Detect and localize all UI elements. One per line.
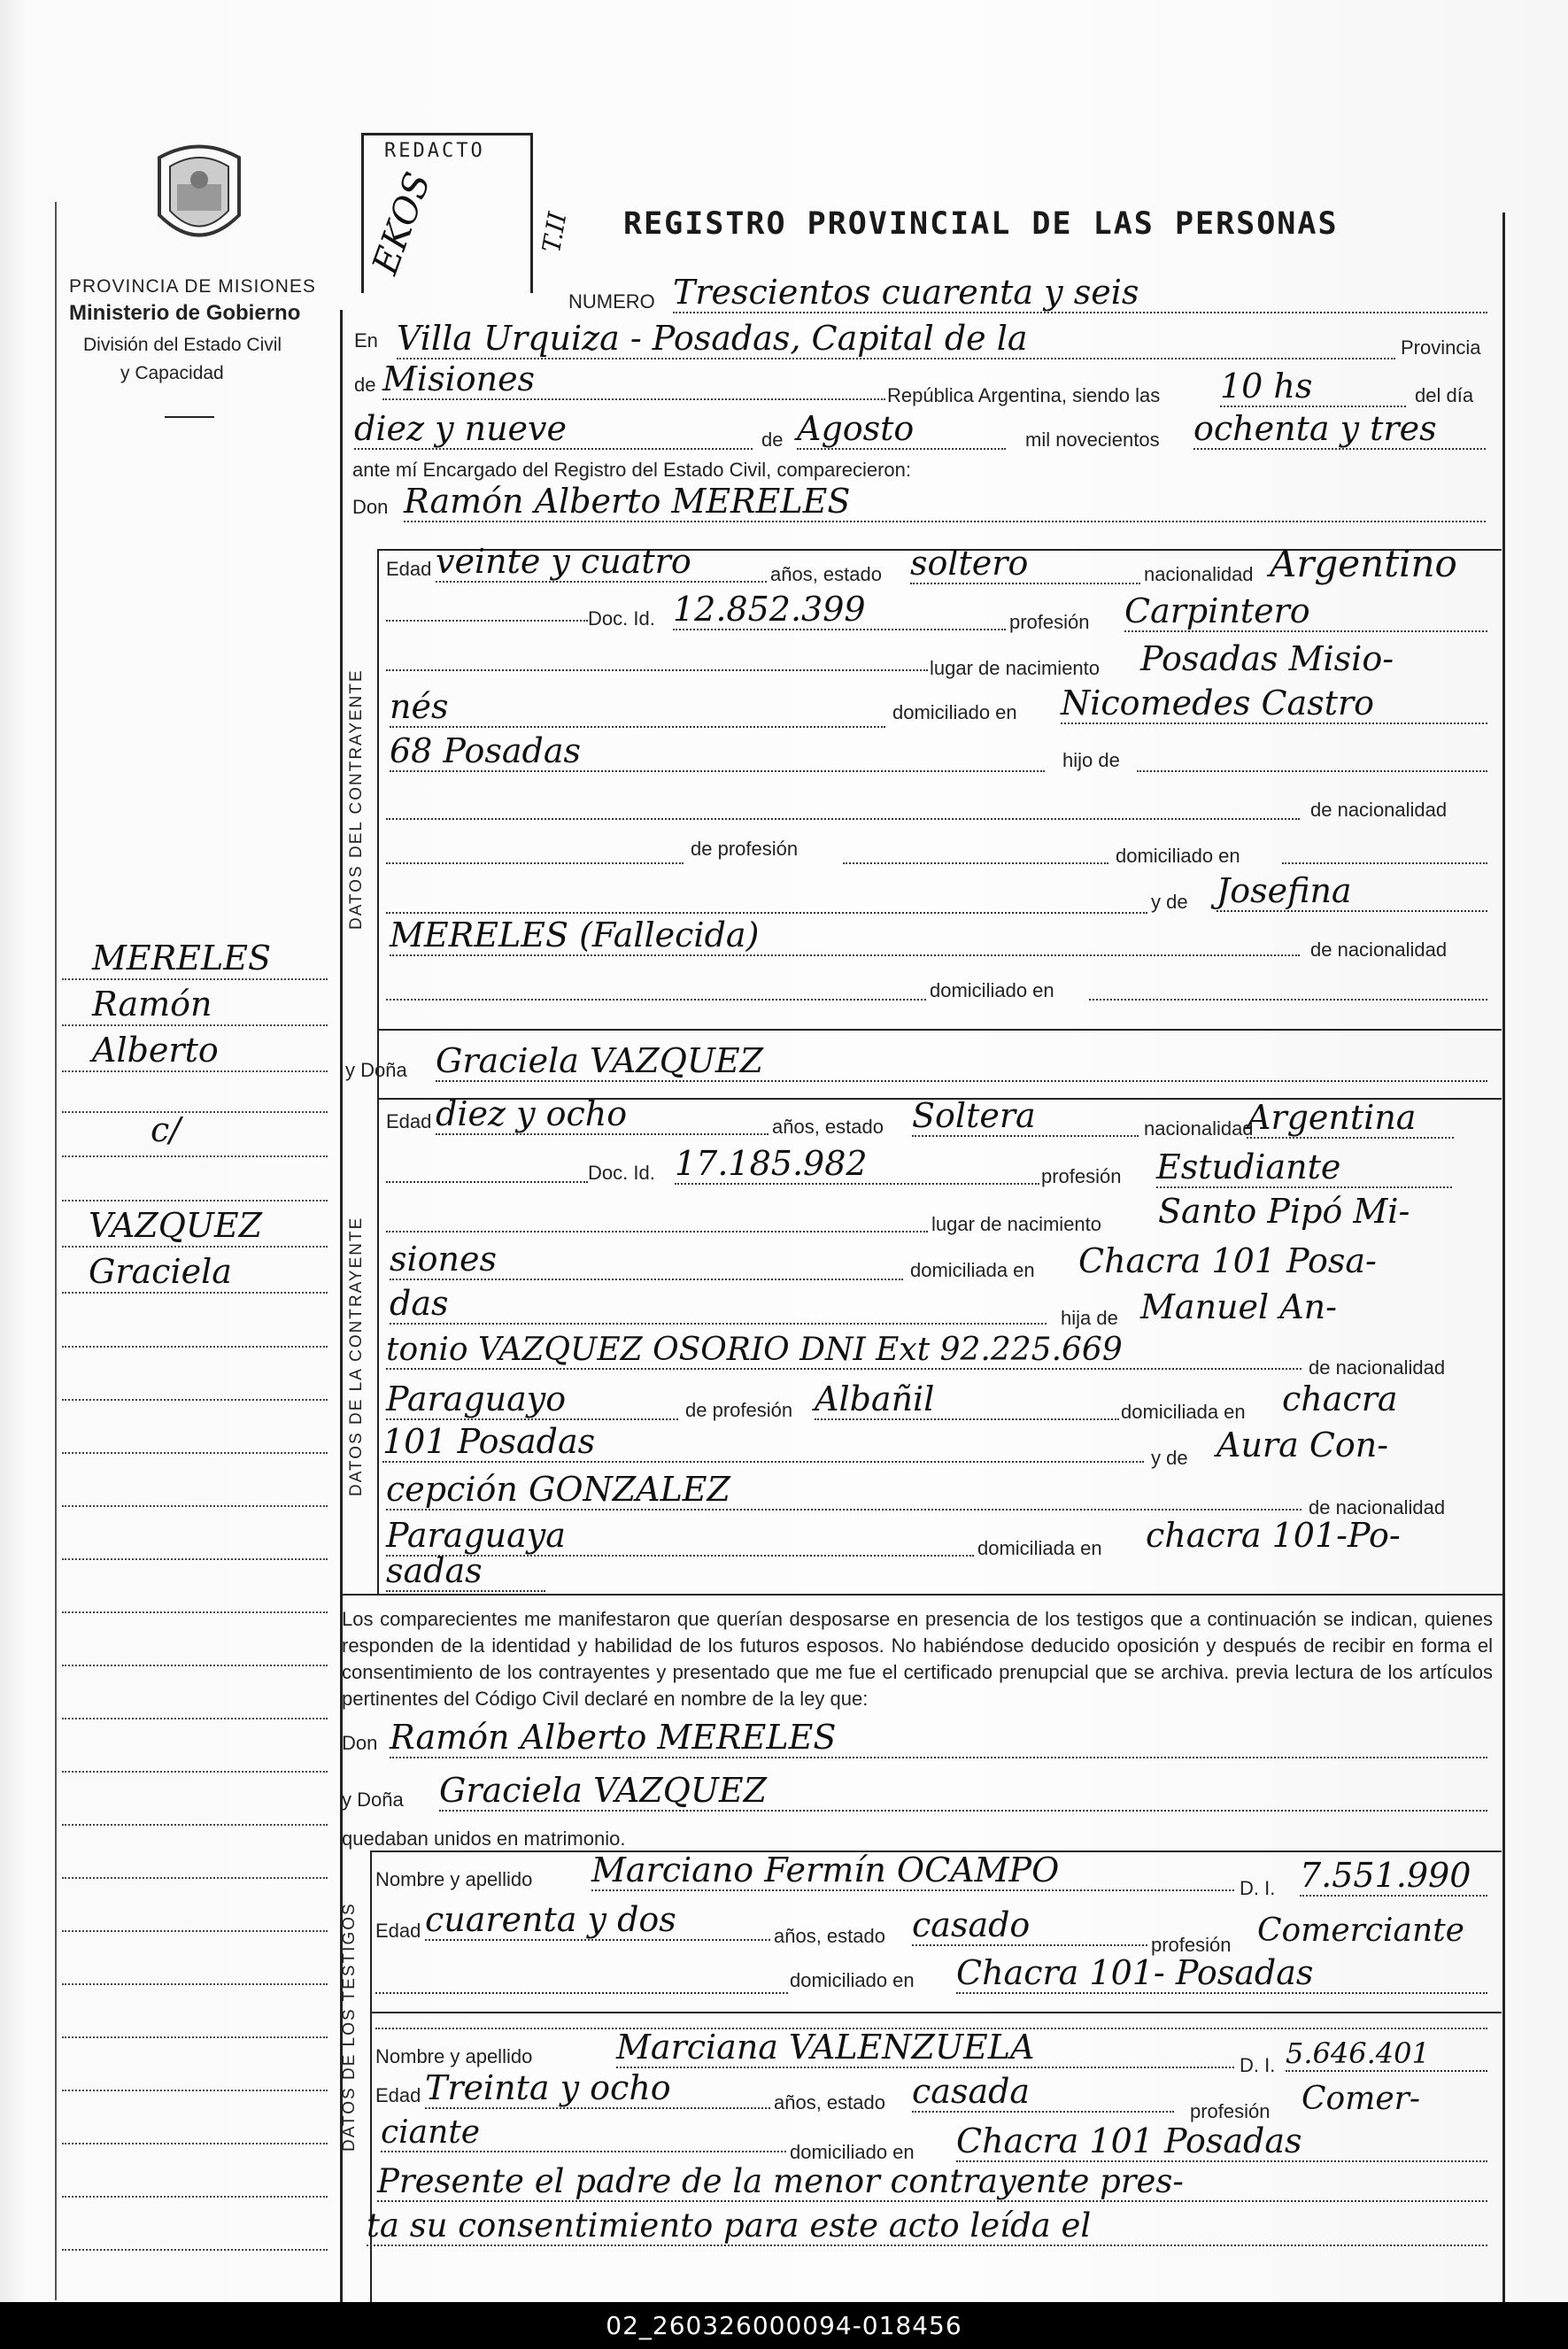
side-line — [62, 2090, 328, 2091]
form-right-border — [1502, 212, 1505, 2302]
dona-label: y Doña — [345, 1059, 407, 1081]
c2-padre-dom-value: chacra — [1282, 1379, 1398, 1418]
anio-value: ochenta y tres — [1193, 409, 1486, 450]
t1-prof-value: Comerciante — [1257, 1912, 1464, 1949]
c1-estado-value: soltero — [910, 544, 1140, 584]
province-name: PROVINCIA DE MISIONES — [69, 276, 316, 297]
side-line — [62, 1070, 328, 1072]
side-line — [62, 1718, 328, 1719]
don-label: Don — [352, 496, 389, 518]
t1-estado-value: casado — [912, 1905, 1147, 1946]
c2-lugar-value: Santo Pipó Mi- — [1158, 1192, 1410, 1231]
t1-di-value: 7.551.990 — [1300, 1856, 1487, 1897]
t2-edad-value: Treinta y ocho — [425, 2068, 770, 2109]
c1-de-nac2-label: de nacionalidad — [1310, 939, 1448, 961]
testigos-section-label: DATOS DE LOS TESTIGOS — [340, 1902, 359, 2152]
t2-prof-value2: ciante — [381, 2114, 786, 2152]
t1-dom-label: domiciliado en — [790, 1969, 915, 1991]
de-label: de — [354, 374, 376, 396]
c1-padre-line — [386, 818, 1300, 820]
c2-madre-dom-value2: sadas — [386, 1551, 545, 1592]
side-line — [62, 1771, 328, 1773]
c1-nac-value: Argentino — [1270, 542, 1457, 585]
c1-padre-dom-line — [1282, 862, 1487, 864]
c1-lugar-lead — [386, 669, 928, 671]
side-note-line6: Graciela — [89, 1252, 232, 1291]
declaracion-text: Los comparecientes me manifestaron que querían desposarse en presencia de los testigos que a continuación se indican, quienes responden de la identidad y habilidad de los futuros esposos. No habiéndose deducido oposición y después de recibir en forma el consentimiento de los contrayentes y presentado que me fue el certificado prenupcial que se archiva. previa lectura de los artículos pertinentes del Código Civil declaré en nombre de la ley que: — [342, 1608, 1493, 1710]
provincia-label: Provincia — [1401, 336, 1481, 359]
ministry-name: Ministerio de Gobierno — [69, 301, 301, 325]
c1-madre-nac-line — [386, 999, 926, 1001]
t2-nombre-value: Marciana VALENZUELA — [616, 2028, 1234, 2068]
side-line — [62, 1346, 328, 1348]
header-divider — [165, 416, 214, 418]
contrayente2-section-label: DATOS DE LA CONTRAYENTE — [347, 1216, 366, 1496]
testigos-note-line1: Presente el padre de la menor contrayente pres- — [377, 2162, 1487, 2202]
decl-don-label: Don — [342, 1732, 378, 1754]
t2-di-value: 5.646.401 — [1286, 2036, 1487, 2072]
side-line — [62, 1611, 328, 1613]
side-note-line5: VAZQUEZ — [89, 1206, 263, 1245]
side-note-line1: MERELES — [92, 939, 272, 977]
c1-prof-label: profesión — [1009, 611, 1090, 633]
c1-domiciliado-label: domiciliado en — [1116, 845, 1240, 867]
side-line — [62, 2143, 328, 2144]
t2-prof-value: Comer- — [1302, 2081, 1421, 2117]
republica-label: República Argentina, siendo las — [887, 384, 1161, 406]
c2-de-nac2-label: de nacionalidad — [1309, 1496, 1446, 1518]
c2-anios-label: años, estado — [772, 1116, 884, 1138]
c1-madre-lead — [386, 912, 1147, 914]
mil-label: mil novecientos — [1025, 429, 1160, 451]
side-line — [62, 1292, 328, 1294]
c2-lugar-lead — [386, 1231, 928, 1232]
side-line — [62, 1200, 328, 1202]
side-note-line2: Ramón — [92, 985, 212, 1024]
left-margin-line — [55, 202, 57, 2300]
c1-edad-value: veinte y cuatro — [436, 542, 767, 583]
c2-padre-dom-value2: 101 Posadas — [382, 1422, 1144, 1463]
t1-edad-label: Edad — [375, 1920, 421, 1942]
ante-text: ante mí Encargado del Registro del Estado Civil, comparecieron: — [352, 459, 911, 481]
c2-padre-prof-value: Albañil — [815, 1379, 1119, 1420]
c1-lugar-label: lugar de nacimiento — [930, 657, 1101, 679]
c1-dom-label: domiciliado en — [892, 701, 1017, 723]
en-label: En — [354, 329, 378, 352]
dona-value: Graciela VAZQUEZ — [436, 1041, 1487, 1082]
numero-label: NUMERO — [568, 290, 655, 313]
c1-dom-value2: 68 Posadas — [390, 731, 1045, 772]
side-line — [62, 1665, 328, 1666]
side-line — [62, 1824, 328, 1826]
c2-padre-nac-value: Paraguayo — [386, 1379, 678, 1420]
c2-lugar-value2: siones — [390, 1240, 903, 1280]
c2-hija-label: hija de — [1061, 1307, 1118, 1329]
t1-dom-lead — [375, 1992, 788, 1994]
side-line — [62, 1155, 328, 1157]
decl-dona-value: Graciela VAZQUEZ — [439, 1771, 1487, 1812]
side-line — [62, 978, 328, 980]
c1-madre-value2: MERELES (Fallecida) — [390, 916, 1300, 956]
c2-doc-value: 17.185.982 — [675, 1144, 1039, 1185]
c2-nac-value: Argentina — [1247, 1098, 1454, 1139]
c2-dom-value2: das — [390, 1284, 1047, 1325]
side-line — [62, 1024, 328, 1026]
testigos-note-line2: ta su consentimiento para este acto leída el — [367, 2206, 1487, 2246]
hora-value: 10 hs — [1220, 367, 1406, 407]
decl-cierre: quedaban unidos en matrimonio. — [342, 1827, 626, 1850]
c2-dom-value: Chacra 101 Posa- — [1078, 1241, 1377, 1280]
side-line — [62, 1111, 328, 1113]
t2-nombre-label: Nombre y apellido — [375, 2045, 533, 2067]
contrayente2-bottom-line — [340, 1594, 1502, 1596]
c2-prof-label: profesión — [1041, 1165, 1122, 1187]
c2-dom-label: domiciliada en — [910, 1259, 1035, 1281]
t1-di-label: D. I. — [1240, 1877, 1276, 1899]
c1-dom-value: Nicomedes Castro — [1061, 684, 1487, 724]
c1-doc-value: 12.852.399 — [673, 590, 1006, 630]
c1-madre-dom-line — [1089, 999, 1487, 1001]
dia-value: diez y nueve — [354, 409, 753, 450]
c2-de-nac-label: de nacionalidad — [1309, 1356, 1446, 1379]
c2-madre-value2: cepción GONZALEZ — [386, 1470, 1302, 1511]
lugar-value: Villa Urquiza - Posadas, Capital de la — [397, 319, 1395, 359]
c2-edad-value: diez y ocho — [436, 1094, 769, 1135]
c2-madre-dom-value: chacra 101-Po- — [1146, 1516, 1401, 1555]
side-note-line4: c/ — [151, 1110, 182, 1149]
mes-value: Agosto — [797, 409, 1006, 450]
t1-dom-value: Chacra 101- Posadas — [956, 1953, 1487, 1994]
side-line — [62, 1505, 328, 1507]
c1-padre-nac-line — [386, 862, 684, 864]
c1-de-prof-label: de profesión — [691, 838, 799, 860]
c2-madre-value: Aura Con- — [1217, 1426, 1389, 1464]
don-value: Ramón Alberto MERELES — [404, 482, 1486, 522]
c1-de-nac-label: de nacionalidad — [1310, 799, 1448, 821]
c2-lugar-label: lugar de nacimiento — [931, 1213, 1102, 1235]
c2-de-prof-label: de profesión — [685, 1399, 793, 1421]
redacto-note: EKOS — [365, 166, 439, 280]
c1-domiciliado2-label: domiciliado en — [930, 979, 1054, 1001]
side-line — [62, 2249, 328, 2251]
side-line — [62, 1246, 328, 1248]
t1-prof-label: profesión — [1151, 1934, 1232, 1956]
de-mes-label: de — [761, 429, 784, 451]
c1-y-de-label: y de — [1151, 891, 1188, 913]
c1-anios-label: años, estado — [770, 563, 882, 585]
t2-dom-value: Chacra 101 Posadas — [956, 2121, 1487, 2162]
c2-padre-value2: tonio VAZQUEZ OSORIO DNI Ext 92.225.669 — [386, 1332, 1302, 1370]
c1-doc-label: Doc. Id. — [588, 607, 655, 630]
numero-value: Trescientos cuarenta y seis — [673, 273, 1487, 313]
t2-di-label: D. I. — [1240, 2054, 1276, 2076]
c2-domiciliada-label: domiciliada en — [1121, 1401, 1246, 1423]
c2-doc-label: Doc. Id. — [588, 1162, 655, 1184]
c1-nac-label: nacionalidad — [1144, 563, 1254, 585]
del-dia-label: del día — [1415, 384, 1474, 406]
provincia-value: Misiones — [382, 359, 885, 400]
c1-hijo-label: hijo de — [1062, 749, 1120, 771]
t2-edad-label: Edad — [375, 2084, 421, 2106]
c1-edad-label: Edad — [386, 558, 432, 580]
t1-separator — [370, 2012, 1502, 2013]
contrayente1-section-label: DATOS DEL CONTRAYENTE — [347, 668, 366, 930]
c2-madre-nac-value: Paraguaya — [386, 1516, 974, 1557]
t2-dom-label: domiciliado en — [790, 2141, 915, 2163]
coat-of-arms-seal — [151, 140, 248, 255]
c1-lugar-value2: nés — [390, 687, 885, 728]
side-line — [62, 2196, 328, 2198]
t1-edad-value: cuarenta y dos — [425, 1900, 770, 1941]
c1-prof-value: Carpintero — [1124, 591, 1487, 632]
t1-nombre-label: Nombre y apellido — [375, 1868, 533, 1890]
side-line — [62, 1452, 328, 1454]
t1-anios-label: años, estado — [774, 1925, 885, 1947]
division-line2: y Capacidad — [120, 363, 224, 383]
t2-anios-label: años, estado — [774, 2091, 885, 2113]
c2-domiciliada2-label: domiciliada en — [977, 1537, 1102, 1559]
c2-edad-label: Edad — [386, 1110, 432, 1132]
side-line — [62, 2036, 328, 2038]
decl-dona-label: y Doña — [342, 1789, 404, 1811]
side-line — [62, 1930, 328, 1932]
redacto-note2: T.II — [537, 210, 573, 255]
c1-padre-prof-line — [843, 862, 1108, 864]
c2-estado-value: Soltera — [912, 1096, 1139, 1137]
c2-doc-lead — [386, 1181, 588, 1183]
contrayente1-bottom-line — [377, 1029, 1502, 1031]
c1-hijo-line — [1137, 770, 1487, 772]
t2-estado-value: casada — [912, 2072, 1174, 2113]
redacto-label: REDACTO — [384, 140, 485, 162]
c1-madre-value: Josefina — [1217, 871, 1487, 912]
c2-y-de-label: y de — [1151, 1447, 1188, 1469]
c2-padre-value: Manuel An- — [1140, 1287, 1337, 1326]
t1-nombre-value: Marciano Fermín OCAMPO — [591, 1851, 1234, 1891]
t2-prof-label: profesión — [1190, 2100, 1271, 2122]
contrayente1-inner-border — [377, 549, 379, 1098]
side-line — [62, 1983, 328, 1985]
c1-lugar-value: Posadas Misio- — [1140, 639, 1394, 678]
side-note-line3: Alberto — [92, 1031, 219, 1070]
c2-prof-value: Estudiante — [1156, 1147, 1452, 1188]
document-id-footer: 02_260326000094-018456 — [0, 2302, 1568, 2349]
side-line — [62, 1558, 328, 1560]
contrayente2-inner-border — [377, 1098, 379, 1594]
decl-don-value: Ramón Alberto MERELES — [390, 1718, 1487, 1758]
division-line1: División del Estado Civil — [83, 335, 282, 355]
side-line — [62, 1877, 328, 1879]
page-title: REGISTRO PROVINCIAL DE LAS PERSONAS — [623, 206, 1339, 242]
side-line — [62, 1399, 328, 1401]
c2-nac-label: nacionalidad — [1144, 1117, 1254, 1140]
c1-doc-lead — [386, 620, 588, 622]
